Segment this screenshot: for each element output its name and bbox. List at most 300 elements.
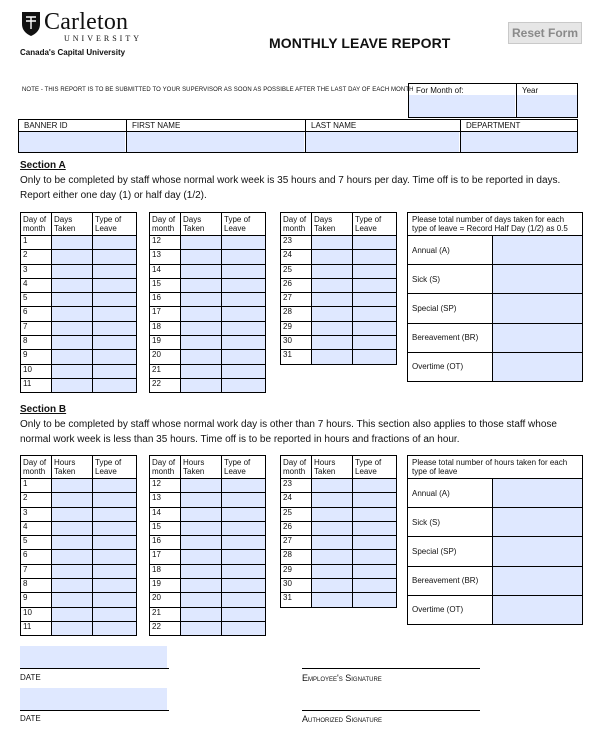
leave-type-input[interactable] [222,264,266,278]
day-number: 14 [150,507,181,521]
logo-tagline: Canada's Capital University [20,48,126,57]
leave-type-input[interactable] [93,521,137,535]
taken-input[interactable] [312,521,353,535]
reset-form-button[interactable]: Reset Form [508,22,582,44]
day-of-month-header: Day of month [21,456,52,479]
banner-id-label: BANNER ID [24,121,68,130]
section-b-heading: Section B [20,404,67,415]
year-field[interactable] [517,95,577,117]
leave-type-input[interactable] [222,336,266,350]
table-row [21,264,137,278]
day-of-month-header: Day of month [150,213,181,236]
taken-input[interactable] [52,550,93,564]
totals-row [408,537,583,566]
taken-input[interactable] [181,536,222,550]
day-number: 22 [150,378,181,392]
leave-type-input[interactable] [222,493,266,507]
department-label: DEPARTMENT [466,121,521,130]
day-number: 14 [150,264,181,278]
leave-type-input[interactable] [93,236,137,250]
day-number: 13 [150,493,181,507]
type-of-leave-header: Type of Leave [353,213,397,236]
day-number: 16 [150,536,181,550]
day-number: 20 [150,593,181,607]
day-number: 18 [150,321,181,335]
section-b-table-3 [280,455,397,608]
taken-input[interactable] [312,236,353,250]
leave-type-input[interactable] [222,321,266,335]
day-number: 7 [21,321,52,335]
leave-total-input[interactable] [493,265,583,294]
taken-header: Days Taken [52,213,93,236]
section-b-table-2 [149,455,266,636]
leave-type-input[interactable] [93,593,137,607]
table-row [150,593,266,607]
taken-input[interactable] [52,607,93,621]
table-row [281,350,397,364]
taken-input[interactable] [52,378,93,392]
taken-input[interactable] [181,521,222,535]
table-row [281,593,397,607]
day-number: 7 [21,564,52,578]
leave-type-input[interactable] [222,536,266,550]
table-row [150,536,266,550]
taken-input[interactable] [181,236,222,250]
day-number: 1 [21,236,52,250]
leave-type-label: Sick (S) [408,508,493,537]
table-row [150,550,266,564]
day-number: 21 [150,364,181,378]
taken-input[interactable] [52,521,93,535]
table-row [21,479,137,493]
leave-type-input[interactable] [93,278,137,292]
day-number: 6 [21,550,52,564]
table-row [281,550,397,564]
leave-type-input[interactable] [353,579,397,593]
date-label-1: DATE [20,673,41,682]
day-number: 11 [21,378,52,392]
leave-type-input[interactable] [353,521,397,535]
leave-type-input[interactable] [353,593,397,607]
taken-input[interactable] [181,278,222,292]
day-number: 4 [21,278,52,292]
leave-type-label: Overtime (OT) [408,352,493,381]
leave-type-input[interactable] [222,621,266,635]
day-number: 16 [150,293,181,307]
month-label: For Month of: [416,86,464,95]
taken-input[interactable] [181,364,222,378]
table-row [21,336,137,350]
month-field[interactable] [409,95,515,117]
taken-input[interactable] [312,264,353,278]
taken-input[interactable] [312,293,353,307]
leave-type-input[interactable] [353,550,397,564]
table-row [21,293,137,307]
leave-type-input[interactable] [93,307,137,321]
taken-input[interactable] [181,264,222,278]
leave-type-label: Special (SP) [408,294,493,323]
last-name-field[interactable] [306,132,459,152]
leave-type-input[interactable] [222,521,266,535]
totals-header: Please total number of hours taken for each type of leave [408,456,583,479]
leave-type-input[interactable] [353,278,397,292]
taken-input[interactable] [52,350,93,364]
table-row [281,278,397,292]
totals-row [408,479,583,508]
table-row [281,236,397,250]
table-row [150,521,266,535]
taken-input[interactable] [52,564,93,578]
table-row [150,579,266,593]
taken-input[interactable] [52,621,93,635]
banner-id-field[interactable] [19,132,125,152]
leave-type-input[interactable] [353,264,397,278]
taken-input[interactable] [181,507,222,521]
day-number: 26 [281,278,312,292]
leave-type-input[interactable] [93,607,137,621]
leave-type-input[interactable] [353,493,397,507]
taken-input[interactable] [312,536,353,550]
day-number: 19 [150,579,181,593]
leave-type-input[interactable] [93,493,137,507]
day-number: 4 [21,521,52,535]
taken-input[interactable] [52,236,93,250]
section-a-table-1 [20,212,137,393]
table-row [150,321,266,335]
section-a-heading: Section A [20,160,66,171]
leave-total-input[interactable] [493,294,583,323]
leave-type-input[interactable] [93,264,137,278]
leave-type-input[interactable] [222,564,266,578]
leave-type-input[interactable] [93,321,137,335]
taken-input[interactable] [52,264,93,278]
leave-total-input[interactable] [493,479,583,508]
day-number: 22 [150,621,181,635]
day-number: 17 [150,307,181,321]
taken-input[interactable] [181,607,222,621]
totals-row [408,352,583,381]
leave-type-label: Annual (A) [408,236,493,265]
taken-input[interactable] [312,579,353,593]
table-row [150,236,266,250]
table-row [21,607,137,621]
taken-input[interactable] [312,593,353,607]
totals-row [408,566,583,595]
table-row [21,579,137,593]
taken-input[interactable] [181,321,222,335]
date-field-2[interactable] [20,688,167,710]
day-number: 30 [281,579,312,593]
leave-type-input[interactable] [222,364,266,378]
department-field[interactable] [461,132,577,152]
table-row [21,278,137,292]
leave-type-input[interactable] [353,250,397,264]
section-b-table-1 [20,455,137,636]
taken-input[interactable] [181,378,222,392]
table-row [281,507,397,521]
table-row [150,364,266,378]
taken-input[interactable] [52,507,93,521]
day-number: 25 [281,264,312,278]
day-number: 18 [150,564,181,578]
table-row [21,236,137,250]
first-name-label: FIRST NAME [132,121,181,130]
day-number: 24 [281,493,312,507]
taken-input[interactable] [52,293,93,307]
taken-input[interactable] [312,250,353,264]
day-number: 17 [150,550,181,564]
leave-type-input[interactable] [222,378,266,392]
day-number: 15 [150,521,181,535]
employee-signature-label: Employee's Signature [302,673,382,683]
totals-row [408,595,583,624]
taken-input[interactable] [312,507,353,521]
taken-input[interactable] [181,307,222,321]
taken-input[interactable] [52,250,93,264]
day-number: 9 [21,350,52,364]
day-number: 31 [281,350,312,364]
table-row [150,278,266,292]
leave-type-input[interactable] [93,479,137,493]
first-name-field[interactable] [127,132,304,152]
section-b-totals-table [407,455,583,625]
leave-type-input[interactable] [93,336,137,350]
table-row [21,493,137,507]
taken-input[interactable] [312,307,353,321]
leave-type-input[interactable] [222,579,266,593]
taken-input[interactable] [181,293,222,307]
taken-input[interactable] [181,579,222,593]
day-number: 20 [150,350,181,364]
taken-input[interactable] [52,278,93,292]
leave-type-label: Special (SP) [408,537,493,566]
leave-type-input[interactable] [93,507,137,521]
leave-type-label: Sick (S) [408,265,493,294]
leave-type-input[interactable] [93,350,137,364]
leave-type-input[interactable] [222,278,266,292]
taken-header: Days Taken [181,213,222,236]
day-number: 28 [281,307,312,321]
table-row [150,607,266,621]
leave-type-input[interactable] [93,564,137,578]
table-row [150,479,266,493]
leave-total-input[interactable] [493,595,583,624]
totals-row [408,508,583,537]
taken-input[interactable] [181,350,222,364]
day-number: 30 [281,336,312,350]
day-number: 19 [150,336,181,350]
taken-input[interactable] [312,493,353,507]
leave-type-input[interactable] [353,236,397,250]
table-row [281,479,397,493]
table-row [21,521,137,535]
leave-type-label: Bereavement (BR) [408,566,493,595]
leave-type-input[interactable] [93,536,137,550]
type-of-leave-header: Type of Leave [222,456,266,479]
last-name-label: LAST NAME [311,121,357,130]
day-number: 2 [21,493,52,507]
leave-type-input[interactable] [353,293,397,307]
date-field-1[interactable] [20,646,167,668]
taken-input[interactable] [312,479,353,493]
leave-type-input[interactable] [93,621,137,635]
table-row [21,593,137,607]
year-label: Year [522,86,539,95]
leave-type-input[interactable] [222,479,266,493]
type-of-leave-header: Type of Leave [93,456,137,479]
table-row [281,293,397,307]
taken-header: Hours Taken [181,456,222,479]
leave-type-input[interactable] [93,550,137,564]
day-number: 15 [150,278,181,292]
day-number: 1 [21,479,52,493]
leave-total-input[interactable] [493,537,583,566]
taken-input[interactable] [52,493,93,507]
leave-total-input[interactable] [493,508,583,537]
taken-input[interactable] [52,307,93,321]
day-number: 11 [21,621,52,635]
leave-type-label: Annual (A) [408,479,493,508]
day-number: 29 [281,564,312,578]
day-number: 21 [150,607,181,621]
leave-type-input[interactable] [353,507,397,521]
table-row [21,321,137,335]
leave-type-input[interactable] [93,378,137,392]
section-a-totals-table [407,212,583,382]
leave-total-input[interactable] [493,323,583,352]
leave-total-input[interactable] [493,352,583,381]
taken-input[interactable] [52,336,93,350]
table-row [150,621,266,635]
taken-input[interactable] [52,479,93,493]
leave-type-input[interactable] [353,350,397,364]
day-number: 10 [21,364,52,378]
taken-input[interactable] [52,536,93,550]
table-row [21,621,137,635]
taken-input[interactable] [312,321,353,335]
day-number: 9 [21,593,52,607]
date-label-2: DATE [20,714,41,723]
table-row [281,521,397,535]
leave-type-input[interactable] [222,350,266,364]
taken-input[interactable] [52,364,93,378]
leave-type-input[interactable] [353,307,397,321]
taken-input[interactable] [312,278,353,292]
table-row [21,507,137,521]
day-number: 5 [21,293,52,307]
leave-type-input[interactable] [353,536,397,550]
leave-type-input[interactable] [222,607,266,621]
taken-input[interactable] [52,321,93,335]
taken-header: Hours Taken [52,456,93,479]
totals-row [408,294,583,323]
leave-type-label: Bereavement (BR) [408,323,493,352]
totals-row [408,265,583,294]
leave-type-input[interactable] [222,593,266,607]
taken-input[interactable] [181,621,222,635]
table-row [21,350,137,364]
leave-type-input[interactable] [93,364,137,378]
day-of-month-header: Day of month [281,456,312,479]
day-number: 12 [150,479,181,493]
taken-input[interactable] [181,550,222,564]
section-a-table-2 [149,212,266,393]
leave-type-input[interactable] [222,307,266,321]
leave-type-input[interactable] [353,321,397,335]
leave-type-input[interactable] [222,550,266,564]
taken-input[interactable] [181,593,222,607]
day-number: 23 [281,236,312,250]
taken-input[interactable] [312,350,353,364]
table-row [150,336,266,350]
leave-type-input[interactable] [353,564,397,578]
leave-type-input[interactable] [93,293,137,307]
leave-type-label: Overtime (OT) [408,595,493,624]
leave-type-input[interactable] [222,250,266,264]
page-title: MONTHLY LEAVE REPORT [269,35,451,51]
leave-type-input[interactable] [222,293,266,307]
leave-type-input[interactable] [353,336,397,350]
table-row [281,564,397,578]
day-number: 10 [21,607,52,621]
taken-input[interactable] [181,336,222,350]
table-row [150,507,266,521]
day-number: 2 [21,250,52,264]
taken-input[interactable] [52,593,93,607]
day-number: 26 [281,521,312,535]
leave-type-input[interactable] [93,579,137,593]
taken-input[interactable] [312,336,353,350]
day-number: 5 [21,536,52,550]
table-row [150,493,266,507]
taken-input[interactable] [181,564,222,578]
leave-type-input[interactable] [93,250,137,264]
table-row [150,564,266,578]
taken-input[interactable] [181,493,222,507]
table-row [150,350,266,364]
leave-total-input[interactable] [493,566,583,595]
type-of-leave-header: Type of Leave [222,213,266,236]
crest-logo-icon [20,10,42,37]
leave-total-input[interactable] [493,236,583,265]
day-number: 8 [21,579,52,593]
leave-type-input[interactable] [222,507,266,521]
leave-type-input[interactable] [222,236,266,250]
day-of-month-header: Day of month [281,213,312,236]
type-of-leave-header: Type of Leave [353,456,397,479]
table-row [21,250,137,264]
table-row [150,378,266,392]
taken-input[interactable] [181,250,222,264]
day-number: 29 [281,321,312,335]
authorized-signature-label: Authorized Signature [302,714,383,724]
table-row [150,307,266,321]
taken-input[interactable] [312,564,353,578]
table-row [281,321,397,335]
table-row [150,293,266,307]
table-row [150,264,266,278]
taken-input[interactable] [312,550,353,564]
table-row [21,550,137,564]
day-number: 8 [21,336,52,350]
taken-input[interactable] [181,479,222,493]
taken-input[interactable] [52,579,93,593]
table-row [21,564,137,578]
leave-type-input[interactable] [353,479,397,493]
table-row [21,364,137,378]
taken-header: Days Taken [312,213,353,236]
day-number: 23 [281,479,312,493]
